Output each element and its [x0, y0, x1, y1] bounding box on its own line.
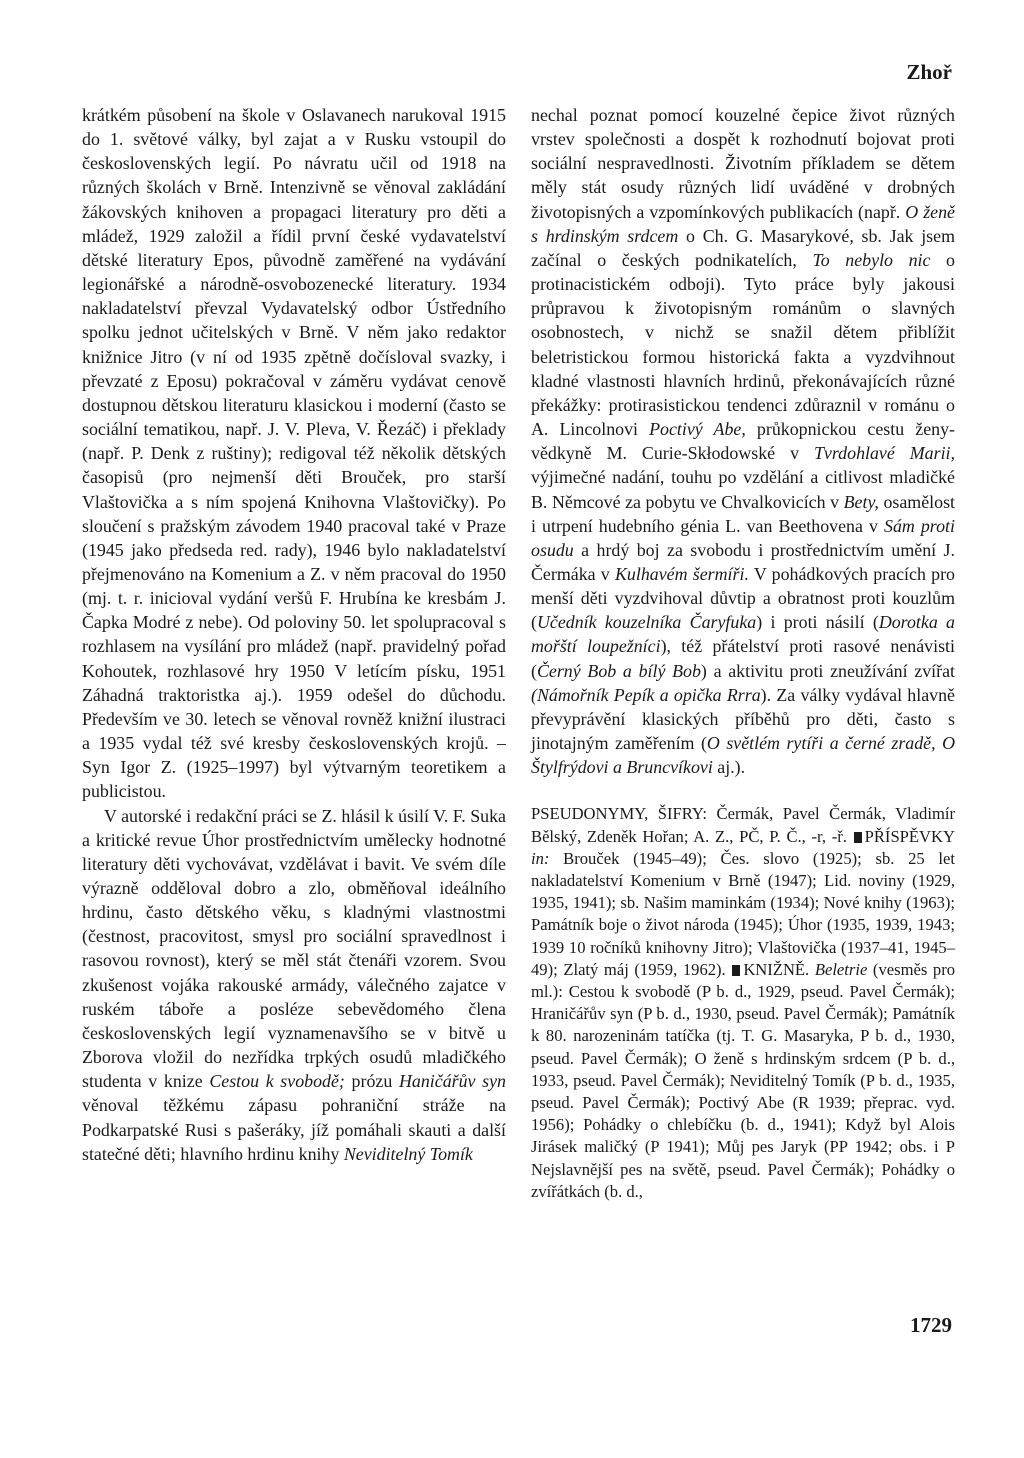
body-paragraph: krátkém působení na škole v Oslavanech narukoval 1915 do 1. světové války, byl zajat a v Rusku vstoupil do československých legií. Po návratu učil od 1918 na různých školách v Brně. Intenzivně se věnoval zakládání žákovských knihoven a propagaci literatury pro děti a mládež, 1929 založil a řídil první české vydavatelství dětské literatury Epos, původně zaměřené na vydávání legionářské a národně-osvobozenecké literatury. 1934 nakladatelství převzal Vydavatelský odbor Ústředního spolku jednot učitelských v Brně. V něm jako redaktor knižnice Jitro (v ní od 1935 zpětně dočísloval svazky, i převzaté z Eposu) pokračoval v záměru vydávat cenově dostupnou dětskou literaturu klasickou i moderní (často se sociální tematikou, např. J. V. Pleva, V. Řezáč) i překlady (např. P. Denk z ruštiny); redigoval též několik dětských časopisů (pro nejmenší děti Brouček, pro starší Vlaštovička a s ním spojená Knihovna Vlaštovičky). Po sloučení s pražským závodem 1940 pracoval také v Praze (1945 jako předseda red. rady), 1946 bylo nakladatelství přejmenováno na Komenium a Z. v něm pracoval do 1950 (mj. t. r. inicioval vydání veršů F. Hrubína ke kresbám J. Čapka Modré z nebe). Od poloviny 50. let spolupracoval s rozhlasem na vysílání pro mládež (např. pravidelný pořad Kohoutek, rozhlasové hry 1950 V letícím písku, 1951 Záhadná traktoristka aj.). 1959 odešel do důchodu. Především ve 30. letech se věnoval rovněž knižní ilustraci a 1935 vydal též své kresby československých krojů. – Syn Igor Z. (1925–1997) byl výtvarným teoretikem a publicistou.: [82, 105, 506, 802]
text-run: ) i proti násilí (: [756, 612, 879, 633]
work-title: Sám proti osudu: [531, 515, 955, 560]
pseudonyms-section: PSEUDONYMY, ŠIFRY: Čermák, Pavel Čermák, Vladimír Bělský, Zdeněk Hořan; A. Z., PČ, P. Č., -r, -ř.: [531, 804, 955, 846]
work-title: Dorotka a mořští loupežníci: [531, 612, 956, 657]
work-title: Neviditelný Tomík: [343, 1143, 473, 1164]
text-run: osamělost i utrpení hudebního génia L. van Beethovena v: [531, 491, 956, 536]
page-number: 1729: [910, 1313, 952, 1337]
text-run: a hrdý boj za svobodu i prostřednictvím umění J. Čermáka v: [531, 539, 955, 584]
bibliography: [531, 803, 955, 1203]
section-marker-icon: [854, 832, 862, 843]
text-run: aj.).: [712, 757, 746, 778]
in-marker: in:: [531, 848, 550, 868]
work-title: To nebylo nic: [812, 249, 931, 270]
text-run: nechal poznat pomocí kouzelné čepice život různých vrstev společnosti a dospět k rozhodnutí bojovat proti sociální nespravedlnosti. Životním příkladem se dětem měly stát osudy různých lidí uváděné v drobných životopisných a vzpomínkových publikacích (např.: [531, 105, 955, 222]
body-paragraph: [531, 103, 955, 779]
work-title: Cestou k svobodě;: [209, 1071, 345, 1092]
text-run: o protinacistickém odboji). Tyto práce byly jakousi průpravou k životopisným románům o slavných osobnostech, v nichž se snažil dětem přiblížit beletristickou formou historická fakta a vyzdvihnout kladné vlastnosti hlavních hrdinů, překonávajících různé překážky: protirasistickou tendenci zdůraznil v románu o A. Lincolnovi: [531, 249, 955, 440]
work-title: (Námořník Pepík a opička Rrra: [531, 684, 761, 705]
section-marker-icon: [732, 965, 740, 976]
text-run: výjimečné nadání, touhu po vzdělání a citlivost mladičké B. Němcové za pobytu ve Chvalkovicích v: [531, 467, 955, 512]
work-title: Haničářův syn: [398, 1071, 507, 1092]
text-run: věnoval těžkému zápasu pohraniční stráže na Podkarpatské Rusi s pašeráky, jíž pomáhali skauti a další statečné děti; hlavního hrdinu knihy: [82, 1095, 506, 1164]
text-run: průkopnickou cestu ženy-vědkyně M. Curie-Skłodowské v: [531, 419, 955, 464]
work-title: Bety,: [843, 491, 879, 512]
text-run: o Ch. G. Masarykové, sb. Jak jsem začínal o českých podnikatelích,: [531, 225, 955, 270]
work-title: Kulhavém šermíři.: [614, 563, 749, 584]
text-run: V autorské i redakční práci se Z. hlásil k úsilí V. F. Suka a kritické revue Úhor prostřednictvím umělecky hodnotné literatury děti vychovávat, vzdělávat i bavit. Ve svém díle výrazně odděloval dobro a zlo, obměňoval ideálního hrdinu, často dětského věku, s kladnými vlastnostmi (čestnost, pracovitost, smysl pro sociální spravedlnost i rasovou rovnost), který se měl stát čtenáři vzorem. Svou zkušenost vojáka rakouské armády, válečného zajatce v ruském táboře a posléze sebevědomého člena československých legií vyznamenavšího se v bitvě u Zborova vložil do nezřídka trpkých osudů mladičkého studenta v knize: [82, 805, 506, 1092]
left-column: [82, 103, 506, 1166]
work-title: Tvrdohlavé Marii,: [813, 443, 955, 464]
text-run: ). Za války vydával hlavně převyprávění klasických příběhů pro děti, často s jinotajným zaměřením (: [531, 684, 955, 754]
work-title: O světlém rytíři a černé zradě, O Štylfrýdovi a Bruncvíkovi: [531, 733, 955, 778]
right-column: [531, 103, 955, 1203]
work-title: O ženě s hrdinským srdcem: [531, 201, 955, 246]
books-list: (vesměs pro ml.): Cestou k svobodě (P b. d., 1929, pseud. Pavel Čermák); Hraničářův syn (P b. d., 1930, pseud. Pavel Čermák); Památník k 80. narozeninám tatíčka (tj. T. G. Masaryka, P b. d., 1930, pseud. Pavel Čermák); O ženě s hrdinským srdcem (P b. d., 1933, pseud. Pavel Čermák); Neviditelný Tomík (P b. d., 1935, pseud. Pavel Čermák); Poctivý Abe (R 1939; přeprac. vyd. 1956); Pohádky o chlebíčku (b. d., 1941); Když byl Alois Jirásek maličký (P 1941); Můj pes Jaryk (PP 1942; obs. i P Nejslavnější pes na světě, pseud. Pavel Čermák); Pohádky o zvířátkách (b. d.,: [531, 959, 956, 1201]
entry-headword: Zhoř: [906, 60, 952, 84]
text-run: ), též přátelství proti rasové nenávisti (: [531, 636, 955, 681]
text-run: V pohádkových pracích pro menší děti vyzdvihoval důvtip a obratnost proti kouzlům (: [531, 563, 955, 633]
work-title: Poctivý Abe,: [649, 419, 746, 440]
work-title: Učedník kouzelníka Čaryfuka: [536, 612, 757, 633]
genre-label: Beletrie: [814, 959, 868, 979]
body-paragraph: [82, 804, 506, 1166]
text-run: prózu: [344, 1071, 399, 1092]
text-run: ) a aktivitu proti zneužívání zvířat: [700, 660, 955, 681]
work-title: Černý Bob a bílý Bob: [536, 660, 701, 681]
contributions-list: Brouček (1945–49); Čes. slovo (1925); sb. 25 let nakladatelství Komenium v Brně (1947); Lid. noviny (1929, 1935, 1941); sb. Našim maminkám (1934); Nové knihy (1963); Památník boje o život národa (1945); Úhor (1935, 1939, 1943; 1939 10 ročníků knihovny Jitro); Vlaštovička (1937–41, 1945–49); Zlatý máj (1959, 1962).: [531, 848, 955, 979]
contributions-heading: PŘÍSPĚVKY: [864, 826, 955, 846]
books-heading: KNIŽNĚ.: [743, 959, 815, 979]
